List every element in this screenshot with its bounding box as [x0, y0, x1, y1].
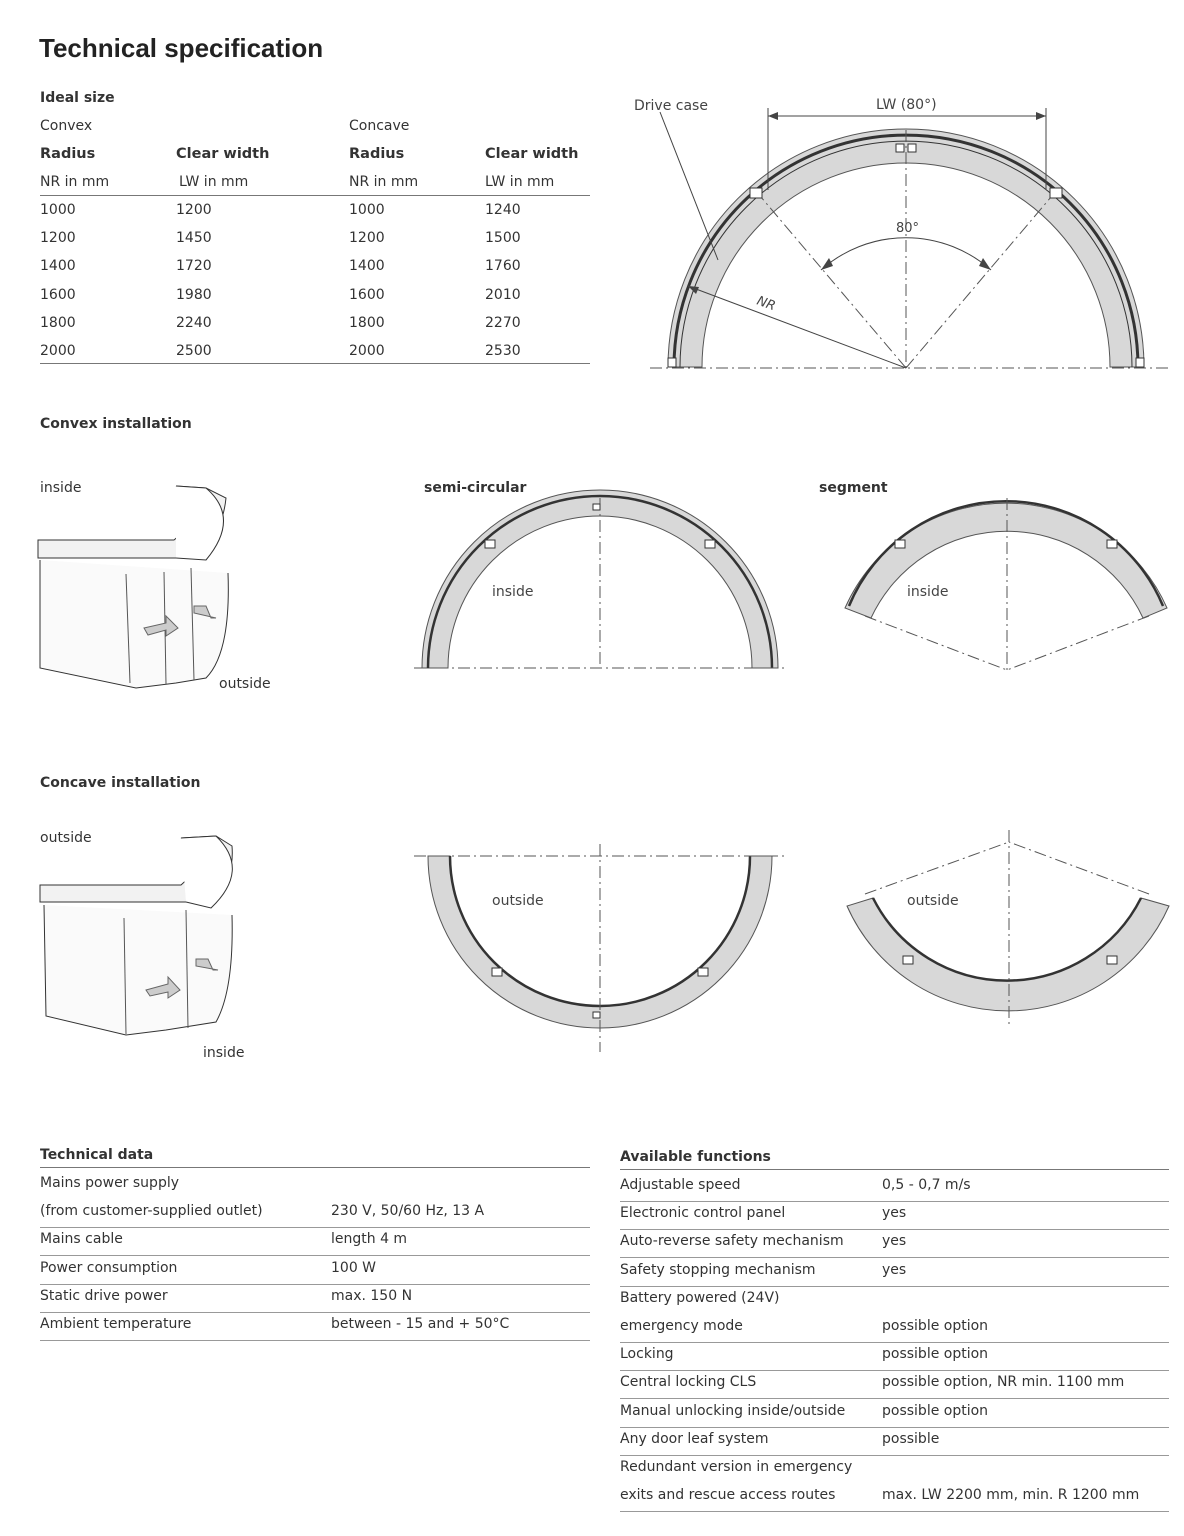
page-title: Technical specification: [39, 33, 324, 63]
tech-data-label: (from customer-supplied outlet): [40, 1203, 263, 1220]
ideal-size-cell: 1760: [485, 258, 521, 275]
convex-label: Convex: [40, 118, 93, 134]
ideal-size-cell: 2500: [176, 343, 212, 359]
col-header-radius: Radius: [40, 146, 96, 162]
ideal-size-cell: 1600: [349, 286, 385, 303]
function-label: Redundant version in emergency: [620, 1459, 853, 1475]
tech-data-label: Ambient temperature: [40, 1316, 192, 1332]
ideal-size-cell: 1980: [176, 286, 212, 303]
ideal-size-cell: 2530: [485, 343, 521, 359]
function-label: Adjustable speed: [620, 1177, 741, 1193]
ideal-size-cell: 1800: [349, 314, 385, 331]
ideal-size-cell: 1000: [40, 202, 76, 218]
ideal-size-cell: 1500: [485, 230, 521, 247]
convex-heading: Convex installation: [40, 416, 192, 432]
ideal-size-cell: 1200: [176, 202, 212, 218]
concave-semi-circular-outside-label: outside: [492, 893, 544, 909]
function-label: Locking: [620, 1346, 674, 1363]
tech-data-label: Mains cable: [40, 1231, 123, 1248]
function-label: emergency mode: [620, 1318, 743, 1334]
unit-label: NR in mm: [349, 174, 419, 190]
function-value: yes: [882, 1233, 907, 1250]
semi-circular-inside-label: inside: [492, 584, 534, 600]
semi-circular-label: semi-circular: [424, 480, 527, 496]
function-label: Manual unlocking inside/outside: [620, 1402, 846, 1419]
function-value: yes: [882, 1205, 907, 1222]
function-value: yes: [882, 1261, 907, 1278]
ideal-size-cell: 2000: [40, 343, 76, 359]
tech-data-value: 100 W: [331, 1259, 377, 1276]
concave-inside-label: inside: [203, 1045, 245, 1061]
tech-data-value: 230 V, 50/60 Hz, 13 A: [331, 1203, 485, 1220]
ideal-size-cell: 1600: [40, 286, 76, 303]
ideal-size-cell: 2270: [485, 314, 521, 331]
tech-data-value: length 4 m: [331, 1231, 408, 1248]
col-header-clear-width: Clear width: [485, 146, 579, 162]
unit-label: LW in mm: [485, 174, 555, 190]
main-arc-diagram: [600, 80, 1180, 390]
function-value: max. LW 2200 mm, min. R 1200 mm: [882, 1487, 1140, 1504]
function-value: possible: [882, 1430, 940, 1447]
function-value: possible option: [882, 1402, 989, 1419]
tech-data-value: between - 15 and + 50°C: [331, 1316, 510, 1332]
functions-heading: Available functions: [620, 1149, 771, 1165]
tech-data-label: Static drive power: [40, 1287, 168, 1304]
convex-segment-diagram: [835, 488, 1180, 678]
convex-door-illustration: [36, 478, 246, 693]
ideal-size-cell: 1000: [349, 202, 385, 218]
unit-label: NR in mm: [40, 174, 110, 190]
ideal-size-cell: 2010: [485, 286, 521, 303]
drive-case-label: Drive case: [634, 98, 708, 114]
ideal-size-cell: 1200: [40, 230, 76, 247]
technical-data-heading: Technical data: [40, 1147, 154, 1163]
tech-data-label: Mains power supply: [40, 1175, 180, 1191]
function-label: exits and rescue access routes: [620, 1487, 836, 1504]
ideal-size-cell: 1400: [349, 258, 385, 275]
concave-semi-circular-diagram: [410, 844, 790, 1054]
function-label: Electronic control panel: [620, 1205, 786, 1222]
ideal-size-cell: 1450: [176, 230, 212, 247]
concave-label: Concave: [349, 118, 410, 134]
function-value: 0,5 - 0,7 m/s: [882, 1177, 971, 1193]
ideal-size-cell: 1720: [176, 258, 212, 275]
segment-label: segment: [819, 480, 888, 496]
function-label: Any door leaf system: [620, 1430, 769, 1447]
concave-segment-outside-label: outside: [907, 893, 959, 909]
tech-data-label: Power consumption: [40, 1259, 178, 1276]
ideal-size-cell: 1800: [40, 314, 76, 331]
col-header-radius: Radius: [349, 146, 405, 162]
concave-outside-label: outside: [40, 830, 92, 846]
convex-outside-label: outside: [219, 676, 271, 692]
ideal-size-cell: 1200: [349, 230, 385, 247]
nr-label: NR: [754, 293, 778, 315]
function-label: Central locking CLS: [620, 1374, 757, 1391]
angle-label: 80°: [896, 221, 920, 236]
function-label: Battery powered (24V): [620, 1289, 780, 1306]
ideal-size-cell: 2240: [176, 314, 212, 331]
tech-data-value: max. 150 N: [331, 1287, 413, 1304]
lw-dimension-label: LW (80°): [876, 97, 937, 113]
concave-segment-diagram: [835, 830, 1180, 1030]
function-value: possible option, NR min. 1100 mm: [882, 1374, 1125, 1391]
function-label: Auto-reverse safety mechanism: [620, 1233, 844, 1250]
ideal-size-cell: 1400: [40, 258, 76, 275]
ideal-size-cell: 2000: [349, 343, 385, 359]
concave-heading: Concave installation: [40, 775, 201, 791]
unit-label: LW in mm: [179, 174, 249, 190]
concave-door-illustration: [36, 830, 246, 1045]
function-label: Safety stopping mechanism: [620, 1261, 816, 1278]
segment-inside-label: inside: [907, 584, 949, 600]
function-value: possible option: [882, 1318, 989, 1334]
convex-semi-circular-diagram: [410, 488, 790, 678]
ideal-size-cell: 1240: [485, 202, 521, 218]
col-header-clear-width: Clear width: [176, 146, 270, 162]
convex-inside-label: inside: [40, 480, 82, 496]
function-value: possible option: [882, 1346, 989, 1363]
ideal-size-heading: Ideal size: [40, 90, 115, 106]
